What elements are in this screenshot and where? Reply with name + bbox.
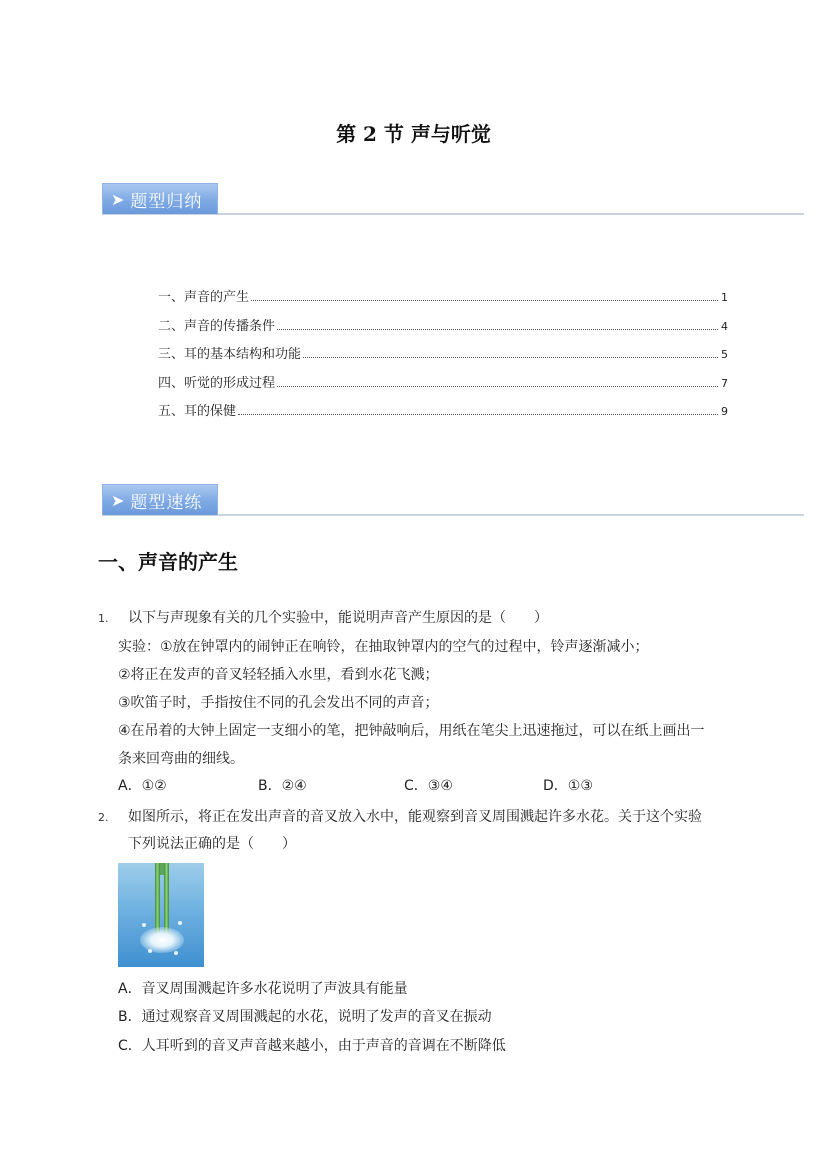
banner-underline [102, 214, 218, 215]
toc-leader-dots [238, 414, 718, 415]
option-b[interactable]: B．通过观察音叉周围溅起的水花，说明了发声的音叉在振动 [118, 1009, 492, 1025]
toc-entry[interactable] [158, 286, 728, 315]
banner-label: 题型归纳 [130, 191, 203, 212]
banner-label: 题型速练 [130, 492, 203, 513]
option-c[interactable]: C．③④ [404, 778, 453, 794]
section-heading: 一、声音的产生 [98, 550, 238, 574]
toc-leader-dots [277, 329, 718, 330]
banner-practice [102, 484, 804, 518]
question-number: 1. [98, 612, 109, 625]
toc-page-number: 5 [721, 348, 728, 361]
question-stem-continued: 下列说法正确的是（ ） [128, 836, 296, 852]
banner-rule [218, 213, 804, 215]
toc-entry-text: 三、耳的基本结构和功能 [158, 347, 302, 362]
option-a[interactable]: A．音叉周围溅起许多水花说明了声波具有能量 [118, 981, 408, 997]
toc-entry[interactable] [158, 400, 728, 429]
arrow-right-icon: ➤ [111, 189, 125, 209]
question-line: ②将正在发声的音叉轻轻插入水里，看到水花飞溅； [118, 667, 439, 683]
tuning-fork-prong [164, 863, 169, 935]
toc-entry[interactable] [158, 372, 728, 401]
banner-rule [218, 514, 804, 516]
toc-leader-dots [277, 386, 718, 387]
toc-page-number: 4 [721, 319, 728, 333]
option-c[interactable]: C．人耳听到的音叉声音越来越小，由于声音的音调在不断降低 [118, 1038, 506, 1054]
toc-page-number: 7 [721, 376, 728, 390]
option-a[interactable]: A．①② [118, 778, 167, 794]
tuning-fork-prong [155, 863, 160, 935]
tuning-fork-in-water-image [118, 863, 204, 967]
water-droplet [174, 951, 178, 955]
question-line: 实验：①放在钟罩内的闹钟正在响铃，在抽取钟罩内的空气的过程中，铃声逐渐减小； [118, 639, 649, 655]
banner-question-types [102, 183, 804, 217]
banner-tab [102, 484, 218, 516]
page-title: 第 2 节 声与听觉 [336, 122, 491, 146]
toc-entry[interactable] [158, 315, 728, 344]
toc-entry[interactable] [158, 343, 728, 372]
question-number: 2. [98, 811, 109, 824]
toc-leader-dots [251, 300, 718, 301]
toc-entry-text: 五、耳的保健 [158, 404, 237, 419]
toc-leader-dots [303, 357, 718, 358]
water-droplet [178, 921, 182, 925]
toc-entry-text: 一、声音的产生 [158, 290, 250, 305]
question-stem: 如图所示，将正在发出声音的音叉放入水中，能观察到音叉周围溅起许多水花。关于这个实验 [128, 809, 702, 825]
toc-page-number: 1 [721, 291, 728, 304]
water-splash [140, 927, 184, 953]
question-stem: 以下与声现象有关的几个实验中，能说明声音产生原因的是（ ） [128, 610, 548, 626]
banner-underline [102, 515, 218, 516]
option-d[interactable]: D．①③ [543, 778, 593, 794]
water-droplet [142, 923, 146, 927]
option-b[interactable]: B．②④ [258, 778, 307, 794]
question-line: ④在吊着的大钟上固定一支细小的笔，把钟敲响后，用纸在笔尖上迅速拖过，可以在纸上画出一 [118, 723, 705, 739]
table-of-contents [158, 286, 728, 429]
toc-entry-text: 四、听觉的形成过程 [158, 375, 276, 391]
toc-page-number: 9 [721, 405, 728, 418]
question-line: ③吹笛子时，手指按住不同的孔会发出不同的声音； [118, 695, 439, 711]
question-line: 条来回弯曲的细线。 [118, 751, 244, 767]
toc-entry-text: 二、声音的传播条件 [158, 318, 276, 334]
banner-tab [102, 183, 218, 215]
arrow-right-icon: ➤ [111, 490, 125, 510]
water-droplet [148, 949, 152, 953]
